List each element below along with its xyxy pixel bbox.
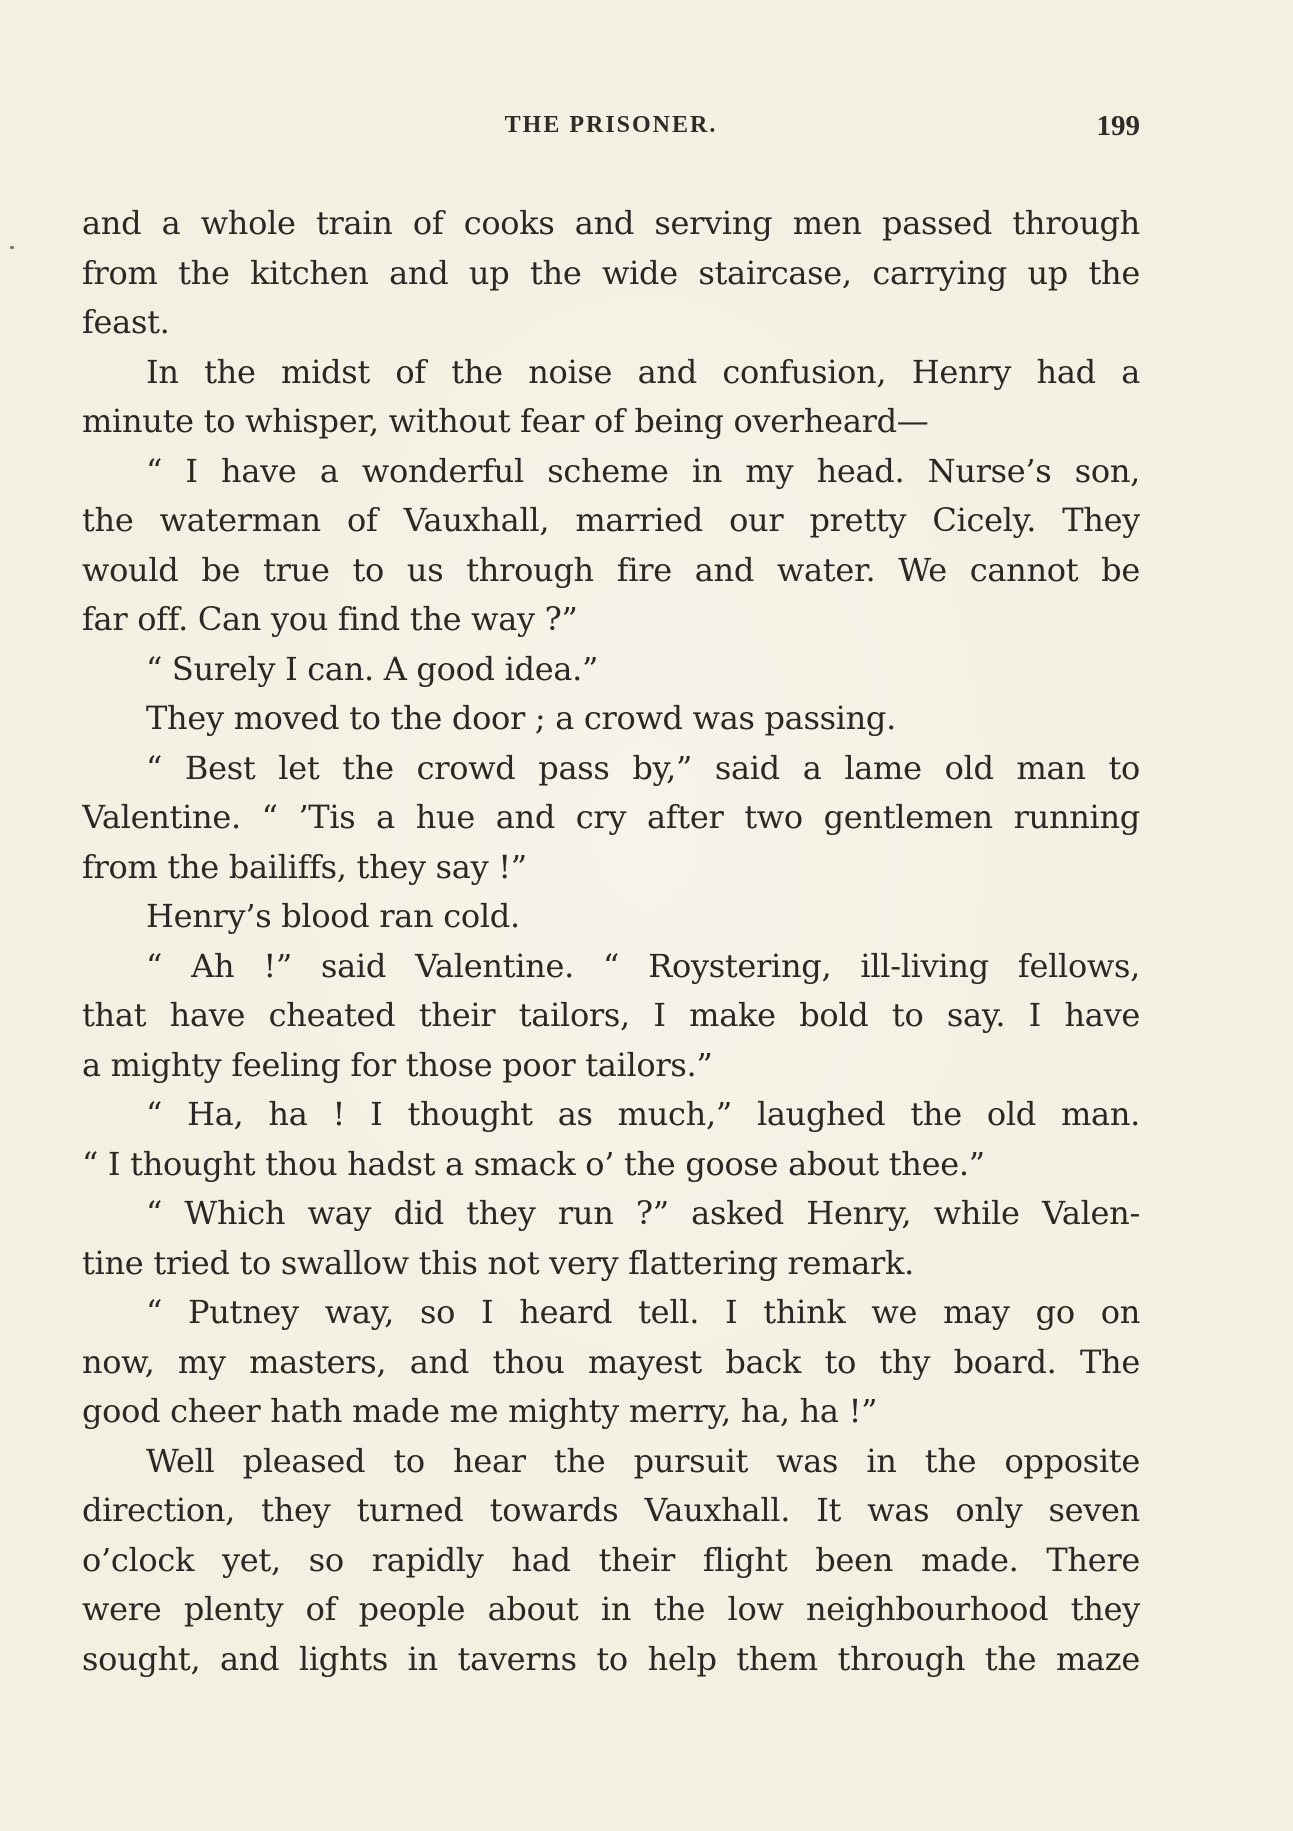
text-line: the waterman of Vauxhall, married our pretty Cicely. They: [82, 501, 1140, 539]
text-line: were plenty of people about in the low neighbourhood they: [82, 1590, 1140, 1628]
text-line: “ Surely I can. A good idea.”: [146, 649, 599, 688]
text-line: now, my masters, and thou mayest back to thy board. The: [82, 1342, 1140, 1381]
running-title: THE PRISONER.: [504, 112, 718, 138]
text-line: a mighty feeling for those poor tailors.”: [82, 1045, 713, 1084]
text-line: feast.: [82, 303, 170, 341]
text-line: “ I have a wonderful scheme in my head. Nurse’s son,: [146, 451, 1140, 490]
text-line: would be true to us through fire and water. We cannot be: [82, 550, 1140, 589]
text-line: tine tried to swallow this not very flattering remark.: [82, 1243, 914, 1282]
text-line: Valentine. “ ’Tis a hue and cry after two gentlemen running: [82, 798, 1140, 836]
page-number: 199: [1096, 110, 1140, 142]
text-line: They moved to the door ; a crowd was passing.: [146, 699, 896, 737]
text-line: sought, and lights in taverns to help them through the maze: [82, 1639, 1140, 1678]
text-line: and a whole train of cooks and serving men passed through: [82, 204, 1140, 242]
text-line: from the bailiffs, they say !”: [82, 847, 527, 886]
text-line: that have cheated their tailors, I make bold to say. I have: [82, 996, 1140, 1034]
text-line: “ Which way did they run ?” asked Henry, while Valen-: [146, 1194, 1140, 1232]
text-line: far off. Can you find the way ?”: [82, 600, 578, 638]
text-line: minute to whisper, without fear of being overheard—: [82, 402, 929, 440]
text-line: direction, they turned towards Vauxhall. It was only seven: [82, 1491, 1140, 1529]
text-line: “ I thought thou hadst a smack o’ the goose about thee.”: [82, 1144, 985, 1183]
ink-speck: [10, 246, 14, 249]
text-line: “ Ha, ha ! I thought as much,” laughed the old man.: [146, 1095, 1140, 1133]
text-line: good cheer hath made me mighty merry, ha, ha !”: [82, 1392, 878, 1430]
text-line: In the midst of the noise and confusion, Henry had a: [146, 352, 1140, 391]
running-head: [82, 112, 1140, 152]
text-line: “ Best let the crowd pass by,” said a lame old man to: [146, 748, 1140, 787]
body-text: [82, 199, 1140, 1684]
text-line: from the kitchen and up the wide staircase, carrying up the: [82, 253, 1140, 292]
text-line: Henry’s blood ran cold.: [146, 897, 520, 935]
text-line: o’clock yet, so rapidly had their flight been made. There: [82, 1540, 1140, 1579]
text-line: “ Putney way, so I heard tell. I think we may go on: [146, 1293, 1140, 1331]
text-line: Well pleased to hear the pursuit was in the opposite: [146, 1441, 1140, 1480]
text-line: “ Ah !” said Valentine. “ Roystering, ill-living fellows,: [146, 946, 1140, 985]
